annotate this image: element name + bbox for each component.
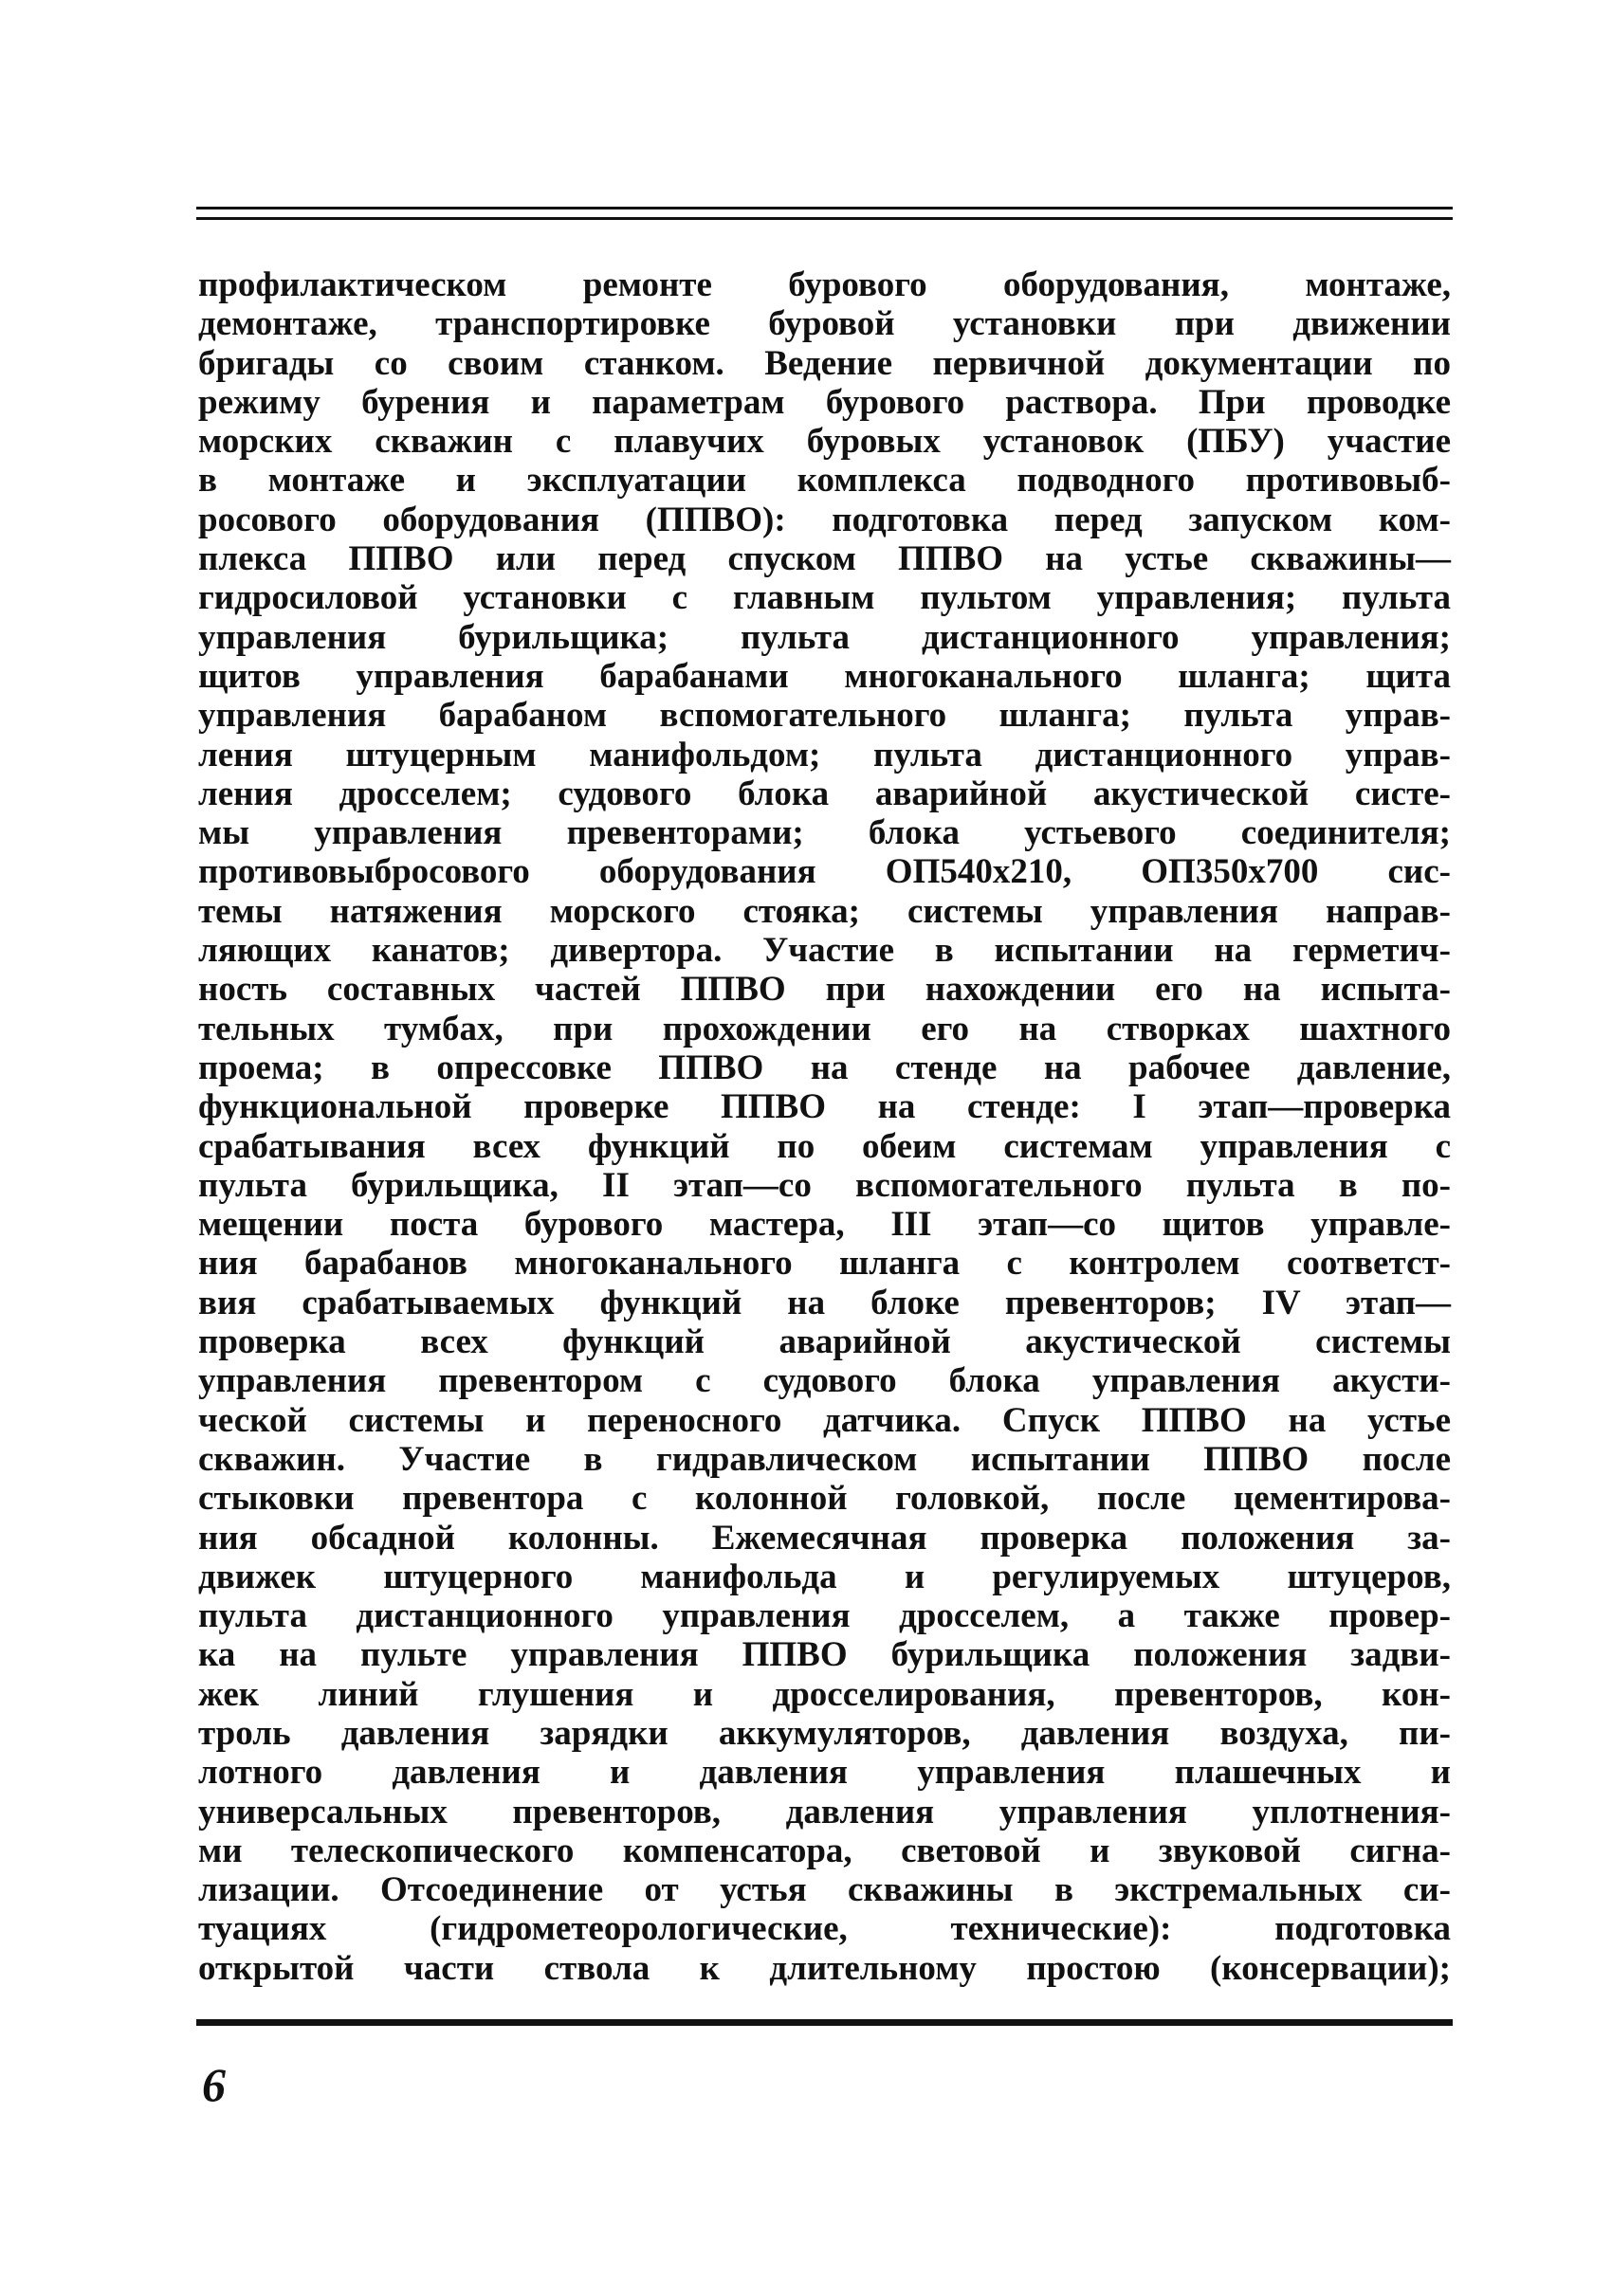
- header-rule-top: [196, 207, 1453, 210]
- text-line: лизации. Отсоединение от устья скважины в экстремальных си-: [198, 1870, 1451, 1910]
- text-line: скважин. Участие в гидравлическом испытании ППВО после: [198, 1439, 1451, 1479]
- text-line: мы управления превенторами; блока устьевого соединителя;: [198, 813, 1451, 853]
- text-line: демонтаже, транспортировке буровой установки при движении: [198, 304, 1451, 344]
- text-line: срабатывания всех функций по обеим системам управления с: [198, 1126, 1451, 1166]
- text-line: открытой части ствола к длительному простою (консервации);: [198, 1948, 1451, 1988]
- body-text: [198, 265, 1451, 1988]
- text-line: лотного давления и давления управления плашечных и: [198, 1753, 1451, 1793]
- text-line: ческой системы и переносного датчика. Спуск ППВО на устье: [198, 1400, 1451, 1440]
- text-line: универсальных превенторов, давления управления уплотнения-: [198, 1792, 1451, 1831]
- footer-rule: [196, 2019, 1453, 2026]
- text-line: проема; в опрессовке ППВО на стенде на рабочее давление,: [198, 1048, 1451, 1087]
- text-line: управления превентором с судового блока управления акусти-: [198, 1361, 1451, 1401]
- text-line: росового оборудования (ППВО): подготовка перед запуском ком-: [198, 500, 1451, 539]
- text-line: ность составных частей ППВО при нахождении его на испыта-: [198, 970, 1451, 1010]
- text-line: мещении поста бурового мастера, III этап—со щитов управле-: [198, 1205, 1451, 1245]
- text-line: жек линий глушения и дросселирования, превенторов, кон-: [198, 1674, 1451, 1714]
- page-number: 6: [202, 2058, 226, 2111]
- text-line: движек штуцерного манифольда и регулируемых штуцеров,: [198, 1557, 1451, 1596]
- text-line: режиму бурения и параметрам бурового раствора. При проводке: [198, 382, 1451, 422]
- text-line: в монтаже и эксплуатации комплекса подводного противовыб-: [198, 461, 1451, 501]
- text-line: управления барабаном вспомогательного шланга; пульта управ-: [198, 696, 1451, 736]
- text-line: щитов управления барабанами многоканального шланга; щита: [198, 656, 1451, 696]
- text-line: ления штуцерным манифольдом; пульта дистанционного управ-: [198, 735, 1451, 774]
- text-line: стыковки превентора с колонной головкой, после цементирова-: [198, 1479, 1451, 1519]
- text-line: ми телескопического компенсатора, световой и звуковой сигна-: [198, 1831, 1451, 1870]
- text-line: туациях (гидрометеорологические, технические): подготовка: [198, 1909, 1451, 1949]
- header-rule-bottom: [196, 217, 1453, 220]
- text-line: морских скважин с плавучих буровых установок (ПБУ) участие: [198, 422, 1451, 462]
- text-line: ния барабанов многоканального шланга с контролем соответст-: [198, 1244, 1451, 1284]
- text-line: управления бурильщика; пульта дистанционного управления;: [198, 617, 1451, 657]
- text-line: функциональной проверке ППВО на стенде: I этап—проверка: [198, 1087, 1451, 1127]
- text-line: пульта бурильщика, II этап—со вспомогательного пульта в по-: [198, 1165, 1451, 1205]
- text-line: бригады со своим станком. Ведение первичной документации по: [198, 343, 1451, 383]
- text-line: гидросиловой установки с главным пультом управления; пульта: [198, 578, 1451, 618]
- text-line: ка на пульте управления ППВО бурильщика положения задви-: [198, 1635, 1451, 1675]
- text-line: противовыбросового оборудования ОП540х210, ОП350х700 сис-: [198, 852, 1451, 892]
- text-line: темы натяжения морского стояка; системы управления направ-: [198, 891, 1451, 931]
- text-line: пульта дистанционного управления дросселем, а также провер-: [198, 1596, 1451, 1636]
- text-line: плекса ППВО или перед спуском ППВО на устье скважины—: [198, 539, 1451, 579]
- text-line: троль давления зарядки аккумуляторов, давления воздуха, пи-: [198, 1713, 1451, 1753]
- text-line: проверка всех функций аварийной акустической системы: [198, 1322, 1451, 1362]
- text-line: ления дросселем; судового блока аварийной акустической систе-: [198, 774, 1451, 813]
- text-line: тельных тумбах, при прохождении его на створках шахтного: [198, 1009, 1451, 1048]
- text-line: ляющих канатов; дивертора. Участие в испытании на герметич-: [198, 931, 1451, 971]
- text-line: профилактическом ремонте бурового оборудования, монтаже,: [198, 265, 1451, 304]
- text-line: вия срабатываемых функций на блоке превенторов; IV этап—: [198, 1283, 1451, 1322]
- text-line: ния обсадной колонны. Ежемесячная проверка положения за-: [198, 1518, 1451, 1558]
